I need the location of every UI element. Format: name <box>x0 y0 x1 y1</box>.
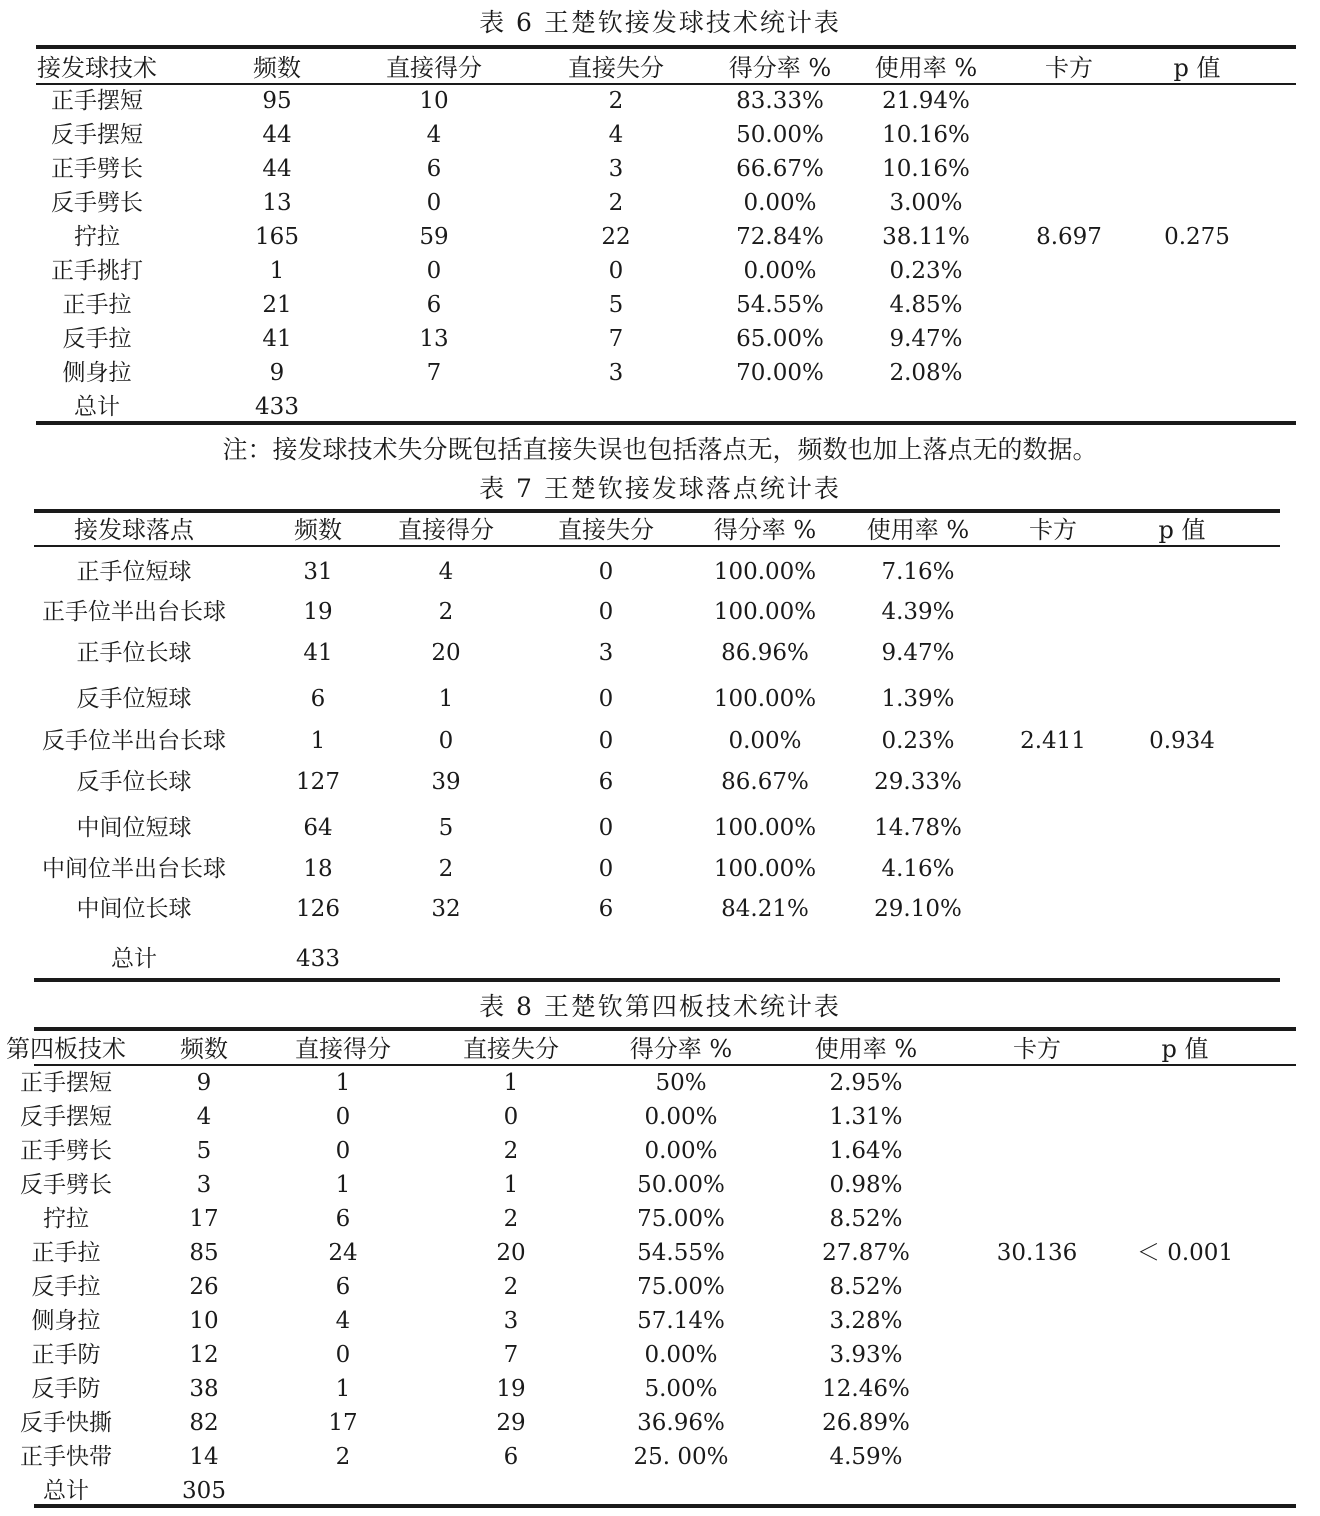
table-cell: 0 <box>335 1342 351 1368</box>
table-cell: 3 <box>503 1308 519 1334</box>
table-cell: 32 <box>431 896 461 922</box>
table-cell: 38.11% <box>882 224 970 250</box>
table-cell: 26.89% <box>822 1410 910 1436</box>
table-cell: 1 <box>335 1172 351 1198</box>
table-cell: 29.10% <box>874 896 962 922</box>
table7-top-rule <box>34 509 1280 513</box>
table-cell: 0 <box>438 728 454 754</box>
header-cell: 卡方 <box>1045 54 1093 82</box>
header-cell: p 值 <box>1173 54 1221 82</box>
header-cell: 卡方 <box>1029 516 1077 544</box>
table-cell: 41 <box>303 640 333 666</box>
header-cell: 直接得分 <box>295 1035 391 1063</box>
table-cell: 8.52% <box>829 1274 903 1300</box>
table-cell: 433 <box>296 946 340 972</box>
table-cell: 0.00% <box>743 258 817 284</box>
table-cell: 44 <box>262 122 292 148</box>
table-cell: 0 <box>598 599 614 625</box>
header-cell: 得分率 % <box>728 54 832 82</box>
table-cell: 正手摆短 <box>51 88 143 114</box>
table-cell: 4 <box>335 1308 351 1334</box>
table-cell: 3.28% <box>829 1308 903 1334</box>
table-cell: 12.46% <box>822 1376 910 1402</box>
chi-square-value: 2.411 <box>1020 728 1086 754</box>
header-cell: 使用率 % <box>874 54 978 82</box>
table7-header-rule <box>34 545 1280 547</box>
table-cell: 100.00% <box>713 856 817 882</box>
table-cell: 4 <box>608 122 624 148</box>
table-cell: 6 <box>598 769 614 795</box>
table-cell: 3 <box>196 1172 212 1198</box>
table-cell: 中间位半出台长球 <box>42 856 226 882</box>
table-cell: 2 <box>438 599 454 625</box>
table-cell: 100.00% <box>713 599 817 625</box>
table-cell: 侧身拉 <box>62 360 132 386</box>
table-cell: 126 <box>296 896 340 922</box>
header-cell: 直接失分 <box>463 1035 559 1063</box>
table-cell: 反手位长球 <box>76 769 192 795</box>
table-cell: 反手快撕 <box>20 1410 112 1436</box>
table-cell: 54.55% <box>637 1240 725 1266</box>
header-cell: p 值 <box>1161 1035 1209 1063</box>
table-cell: 0.00% <box>644 1104 718 1130</box>
table-cell: 0 <box>335 1104 351 1130</box>
chi-square-value: 30.136 <box>996 1240 1078 1266</box>
table-cell: 1.39% <box>881 686 955 712</box>
table-cell: 9 <box>269 360 285 386</box>
table-cell: 0.23% <box>881 728 955 754</box>
table-cell: 59 <box>419 224 449 250</box>
table-cell: 反手位短球 <box>76 686 192 712</box>
table-cell: 31 <box>303 559 333 585</box>
table-cell: 14 <box>189 1444 219 1470</box>
table-cell: 2.95% <box>829 1070 903 1096</box>
table6-header-rule <box>36 83 1296 85</box>
table-cell: 0.23% <box>889 258 963 284</box>
table-cell: 4.85% <box>889 292 963 318</box>
table-cell: 9.47% <box>889 326 963 352</box>
table-cell: 4 <box>196 1104 212 1130</box>
table-cell: 0.98% <box>829 1172 903 1198</box>
table-cell: 6 <box>426 292 442 318</box>
table-cell: 反手摆短 <box>51 122 143 148</box>
table-cell: 2 <box>608 190 624 216</box>
p-value: 0.934 <box>1149 728 1215 754</box>
table-cell: 83.33% <box>736 88 824 114</box>
header-cell: 直接得分 <box>398 516 494 544</box>
table-cell: 17 <box>328 1410 358 1436</box>
table-cell: 5 <box>438 815 454 841</box>
table-cell: 0 <box>598 815 614 841</box>
table-cell: 1.31% <box>829 1104 903 1130</box>
p-value: ＜ 0.001 <box>1136 1240 1234 1266</box>
table-cell: 3 <box>598 640 614 666</box>
table-cell: 41 <box>262 326 292 352</box>
table-cell: 3.00% <box>889 190 963 216</box>
table-cell: 2 <box>335 1444 351 1470</box>
table-cell: 反手拉 <box>62 326 132 352</box>
table-cell: 2 <box>503 1206 519 1232</box>
table8-top-rule <box>34 1027 1296 1031</box>
table-cell: 26 <box>189 1274 219 1300</box>
header-cell: 接发球技术 <box>37 54 157 82</box>
table-cell: 65.00% <box>736 326 824 352</box>
table6-caption: 表 6 王楚钦接发球技术统计表 <box>479 8 841 37</box>
table-cell: 5.00% <box>644 1376 718 1402</box>
table-cell: 2 <box>503 1138 519 1164</box>
table-cell: 侧身拉 <box>31 1308 101 1334</box>
table-cell: 75.00% <box>637 1274 725 1300</box>
table-cell: 中间位短球 <box>76 815 192 841</box>
table-cell: 165 <box>255 224 299 250</box>
table-cell: 21 <box>262 292 292 318</box>
table-cell: 反手拉 <box>31 1274 101 1300</box>
header-cell: 使用率 % <box>814 1035 918 1063</box>
table-cell: 正手位半出台长球 <box>42 599 226 625</box>
header-cell: 使用率 % <box>866 516 970 544</box>
table-cell: 2 <box>438 856 454 882</box>
table-cell: 50% <box>655 1070 707 1096</box>
table-cell: 0.00% <box>644 1342 718 1368</box>
table8-header-rule <box>34 1064 1296 1066</box>
table-cell: 10 <box>419 88 449 114</box>
table-cell: 18 <box>303 856 333 882</box>
table-cell: 正手劈长 <box>51 156 143 182</box>
table7-caption: 表 7 王楚钦接发球落点统计表 <box>479 474 841 503</box>
table-cell: 39 <box>431 769 461 795</box>
table-cell: 100.00% <box>713 815 817 841</box>
table-cell: 29.33% <box>874 769 962 795</box>
table-cell: 5 <box>196 1138 212 1164</box>
table-cell: 4.59% <box>829 1444 903 1470</box>
table-cell: 3 <box>608 156 624 182</box>
table-cell: 3 <box>608 360 624 386</box>
table6-bottom-rule <box>36 421 1296 425</box>
table-cell: 0 <box>426 258 442 284</box>
table-cell: 1 <box>310 728 326 754</box>
table-cell: 1 <box>335 1070 351 1096</box>
table-cell: 72.84% <box>736 224 824 250</box>
header-cell: 频数 <box>294 516 342 544</box>
table-cell: 6 <box>335 1206 351 1232</box>
table-cell: 1 <box>335 1376 351 1402</box>
table-cell: 19 <box>496 1376 526 1402</box>
table-cell: 1 <box>438 686 454 712</box>
table-cell: 反手防 <box>31 1376 101 1402</box>
table-cell: 3.93% <box>829 1342 903 1368</box>
table-cell: 6 <box>310 686 326 712</box>
table-cell: 27.87% <box>822 1240 910 1266</box>
table-cell: 正手拉 <box>31 1240 101 1266</box>
table-cell: 2 <box>608 88 624 114</box>
table-cell: 25. 00% <box>633 1444 729 1470</box>
table-cell: 82 <box>189 1410 219 1436</box>
table-cell: 75.00% <box>637 1206 725 1232</box>
table-cell: 总计 <box>74 394 120 420</box>
table-cell: 0 <box>598 559 614 585</box>
table-cell: 0 <box>503 1104 519 1130</box>
table-cell: 正手防 <box>31 1342 101 1368</box>
table-cell: 20 <box>496 1240 526 1266</box>
table-cell: 85 <box>189 1240 219 1266</box>
header-cell: 接发球落点 <box>74 516 194 544</box>
table-cell: 127 <box>296 769 340 795</box>
table-cell: 0 <box>598 728 614 754</box>
table-cell: 1 <box>503 1172 519 1198</box>
header-cell: 得分率 % <box>629 1035 733 1063</box>
table-cell: 10.16% <box>882 156 970 182</box>
table-cell: 总计 <box>111 946 157 972</box>
table-cell: 50.00% <box>637 1172 725 1198</box>
table-cell: 7 <box>503 1342 519 1368</box>
table-cell: 5 <box>608 292 624 318</box>
table-cell: 反手劈长 <box>51 190 143 216</box>
header-cell: 卡方 <box>1013 1035 1061 1063</box>
table-cell: 9 <box>196 1070 212 1096</box>
table-cell: 拧拉 <box>43 1206 89 1232</box>
table-cell: 86.67% <box>721 769 809 795</box>
header-cell: p 值 <box>1158 516 1206 544</box>
table-cell: 38 <box>189 1376 219 1402</box>
table-cell: 正手快带 <box>20 1444 112 1470</box>
table6-top-rule <box>36 45 1296 49</box>
table-cell: 0 <box>598 686 614 712</box>
table-cell: 正手摆短 <box>20 1070 112 1096</box>
table-cell: 6 <box>598 896 614 922</box>
table6-note: 注：接发球技术失分既包括直接失误也包括落点无，频数也加上落点无的数据。 <box>222 435 1098 464</box>
table-cell: 54.55% <box>736 292 824 318</box>
table-cell: 1 <box>503 1070 519 1096</box>
table-cell: 2.08% <box>889 360 963 386</box>
table-cell: 6 <box>335 1274 351 1300</box>
header-cell: 第四板技术 <box>6 1035 126 1063</box>
table-cell: 57.14% <box>637 1308 725 1334</box>
table-cell: 7 <box>608 326 624 352</box>
table-cell: 2 <box>503 1274 519 1300</box>
table-cell: 20 <box>431 640 461 666</box>
header-cell: 频数 <box>253 54 301 82</box>
table-cell: 24 <box>328 1240 358 1266</box>
table-cell: 8.52% <box>829 1206 903 1232</box>
table-cell: 6 <box>426 156 442 182</box>
table-cell: 44 <box>262 156 292 182</box>
table-cell: 100.00% <box>713 686 817 712</box>
table-cell: 7 <box>426 360 442 386</box>
table-cell: 13 <box>419 326 449 352</box>
table-cell: 64 <box>303 815 333 841</box>
table-cell: 433 <box>255 394 299 420</box>
table-cell: 中间位长球 <box>76 896 192 922</box>
table-cell: 4.39% <box>881 599 955 625</box>
chi-square-value: 8.697 <box>1036 224 1102 250</box>
table-cell: 1.64% <box>829 1138 903 1164</box>
table-cell: 7.16% <box>881 559 955 585</box>
table-cell: 10 <box>189 1308 219 1334</box>
table-cell: 6 <box>503 1444 519 1470</box>
table-cell: 84.21% <box>721 896 809 922</box>
table-cell: 4 <box>426 122 442 148</box>
header-cell: 直接失分 <box>558 516 654 544</box>
table-cell: 正手位长球 <box>76 640 192 666</box>
table-cell: 4.16% <box>881 856 955 882</box>
table-cell: 12 <box>189 1342 219 1368</box>
table-cell: 22 <box>601 224 631 250</box>
table-cell: 总计 <box>43 1478 89 1504</box>
table-cell: 70.00% <box>736 360 824 386</box>
table-cell: 86.96% <box>721 640 809 666</box>
table-cell: 95 <box>262 88 292 114</box>
table-cell: 正手挑打 <box>51 258 143 284</box>
table-cell: 0.00% <box>728 728 802 754</box>
table7-bottom-rule <box>34 978 1280 982</box>
table-cell: 0.00% <box>644 1138 718 1164</box>
table-cell: 0 <box>426 190 442 216</box>
table-cell: 4 <box>438 559 454 585</box>
table-cell: 17 <box>189 1206 219 1232</box>
header-cell: 直接失分 <box>568 54 664 82</box>
table-cell: 29 <box>496 1410 526 1436</box>
table-cell: 0 <box>335 1138 351 1164</box>
header-cell: 频数 <box>180 1035 228 1063</box>
table-cell: 50.00% <box>736 122 824 148</box>
table-cell: 10.16% <box>882 122 970 148</box>
table-cell: 0 <box>608 258 624 284</box>
table-cell: 1 <box>269 258 285 284</box>
table-cell: 正手劈长 <box>20 1138 112 1164</box>
table-cell: 19 <box>303 599 333 625</box>
table-cell: 0.00% <box>743 190 817 216</box>
p-value: 0.275 <box>1164 224 1230 250</box>
header-cell: 直接得分 <box>386 54 482 82</box>
table-cell: 正手拉 <box>62 292 132 318</box>
table-cell: 拧拉 <box>74 224 120 250</box>
table-cell: 0 <box>598 856 614 882</box>
table-cell: 100.00% <box>713 559 817 585</box>
table-cell: 13 <box>262 190 292 216</box>
table-cell: 305 <box>182 1478 226 1504</box>
table-cell: 正手位短球 <box>76 559 192 585</box>
table-cell: 反手位半出台长球 <box>42 728 226 754</box>
table-cell: 14.78% <box>874 815 962 841</box>
table-cell: 反手摆短 <box>20 1104 112 1130</box>
table8-caption: 表 8 王楚钦第四板技术统计表 <box>479 992 841 1021</box>
table-cell: 66.67% <box>736 156 824 182</box>
header-cell: 得分率 % <box>713 516 817 544</box>
table-cell: 36.96% <box>637 1410 725 1436</box>
table-cell: 9.47% <box>881 640 955 666</box>
table-cell: 21.94% <box>882 88 970 114</box>
table-cell: 反手劈长 <box>20 1172 112 1198</box>
